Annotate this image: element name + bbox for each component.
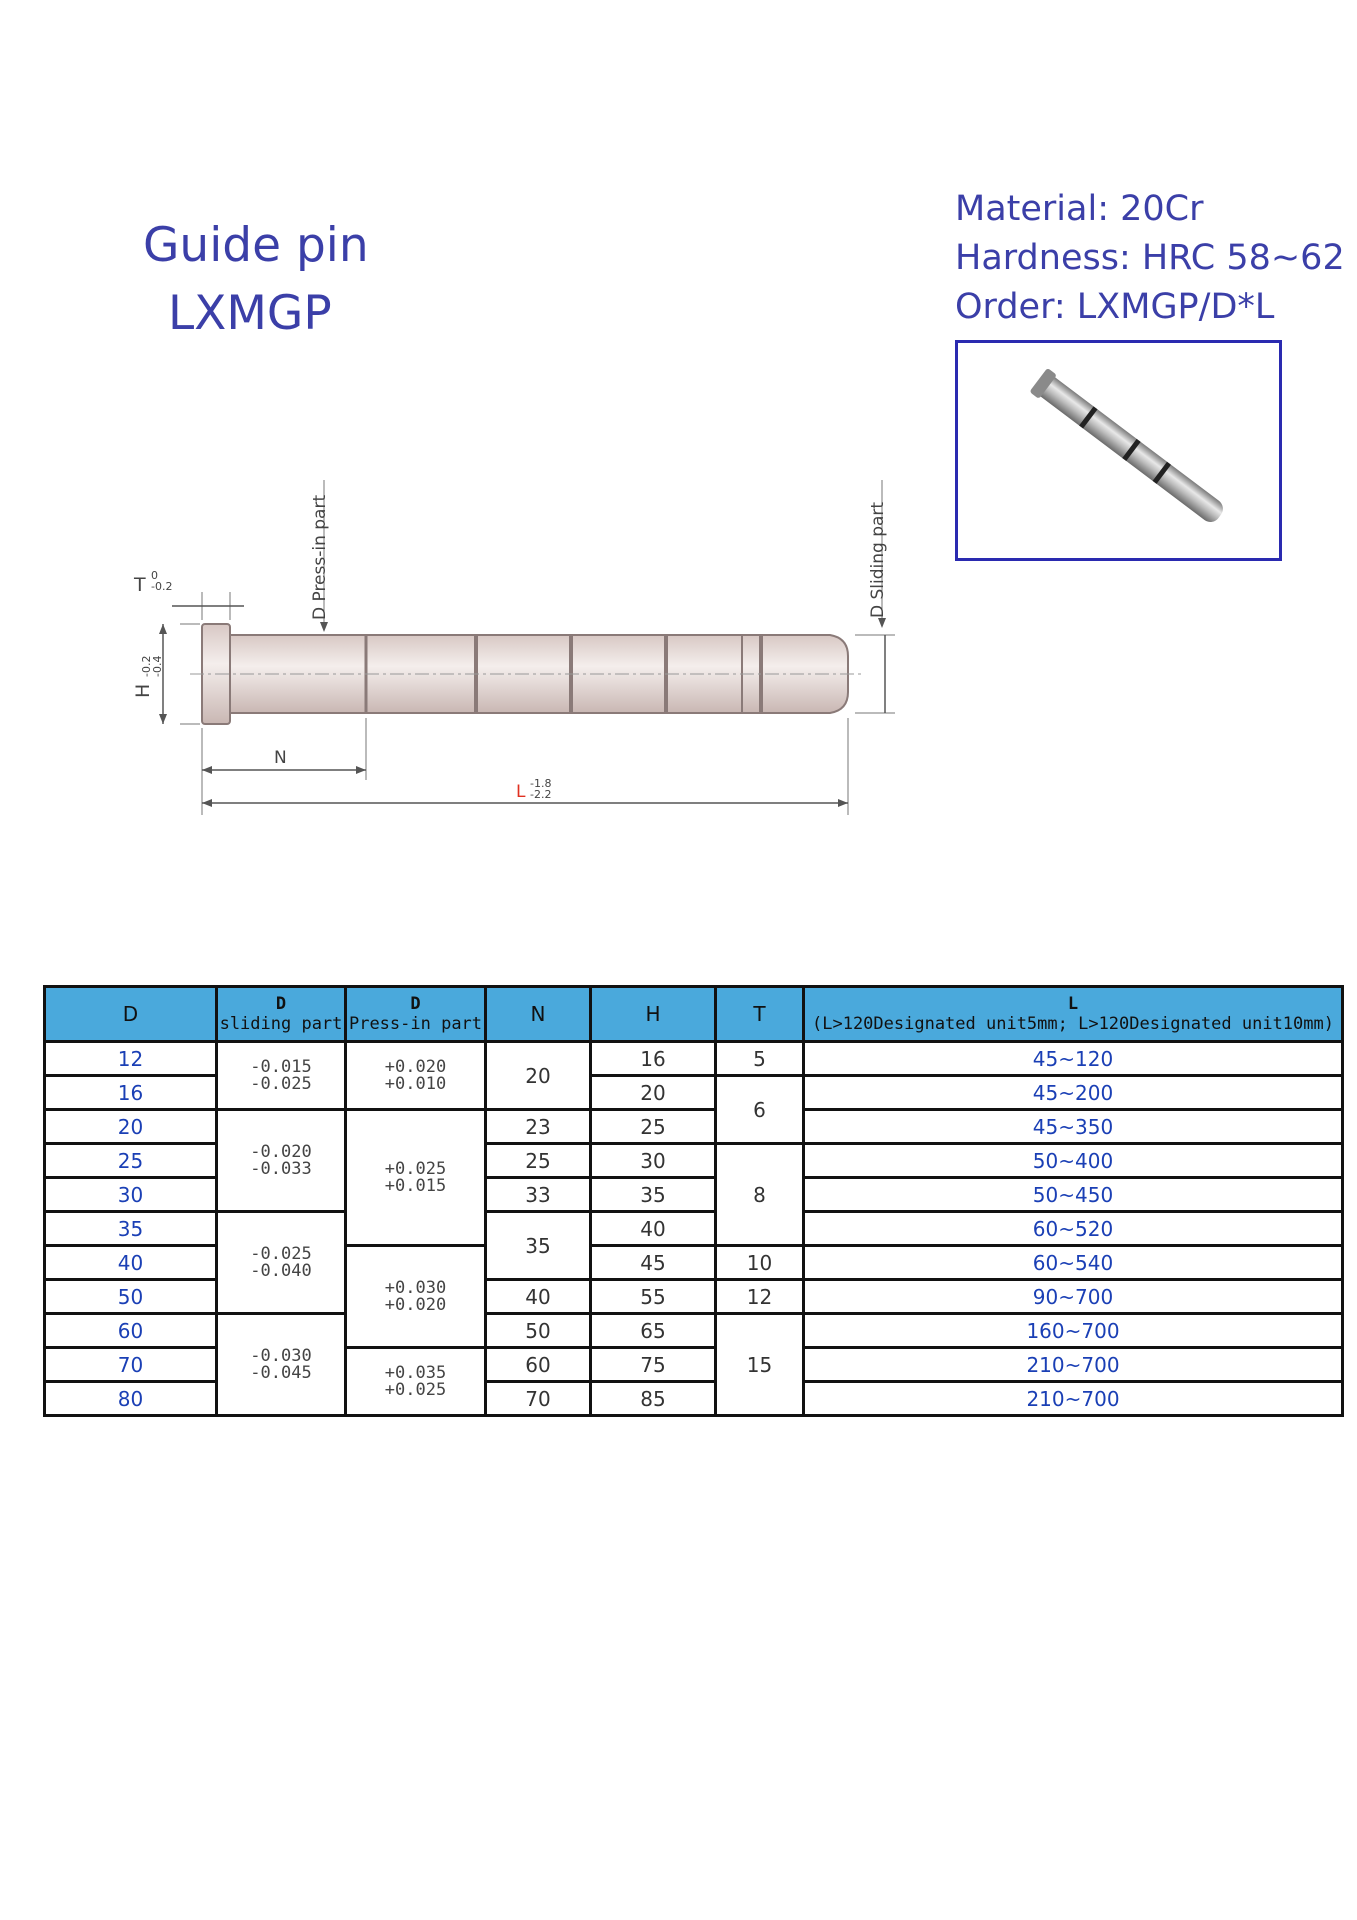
cell-sliding-tol: -0.030 -0.045 xyxy=(217,1314,346,1416)
cell-l: 160~700 xyxy=(804,1314,1343,1348)
cell-h: 25 xyxy=(591,1110,716,1144)
cell-d: 20 xyxy=(45,1110,217,1144)
cell-d: 80 xyxy=(45,1382,217,1416)
header-l: L (L>120Designated unit5mm; L>120Designated unit10mm) xyxy=(804,987,1343,1042)
table-row xyxy=(45,1042,1343,1076)
cell-sliding-tol: -0.025 -0.040 xyxy=(217,1212,346,1314)
cell-press-tol: +0.035 +0.025 xyxy=(346,1348,486,1416)
cell-t: 8 xyxy=(716,1144,804,1246)
model-code: LXMGP xyxy=(168,286,332,341)
press-in-part-label: D Press-in part xyxy=(310,494,330,620)
cell-n: 40 xyxy=(486,1280,591,1314)
cell-t: 5 xyxy=(716,1042,804,1076)
table-row xyxy=(45,1314,1343,1348)
cell-n: 35 xyxy=(486,1212,591,1280)
cell-d: 35 xyxy=(45,1212,217,1246)
page-title: Guide pin xyxy=(143,218,369,273)
sliding-part-label: D Sliding part xyxy=(868,501,888,618)
cell-l: 90~700 xyxy=(804,1280,1343,1314)
cell-n: 70 xyxy=(486,1382,591,1416)
h-tolerance-lower: -0.4 xyxy=(151,655,164,677)
hardness-spec: Hardness: HRC 58~62 xyxy=(955,238,1345,278)
cell-h: 65 xyxy=(591,1314,716,1348)
h-dimension-label: H xyxy=(132,683,154,698)
cell-d: 70 xyxy=(45,1348,217,1382)
cell-l: 60~540 xyxy=(804,1246,1343,1280)
cell-h: 85 xyxy=(591,1382,716,1416)
cell-t: 12 xyxy=(716,1280,804,1314)
cell-n: 20 xyxy=(486,1042,591,1110)
cell-l: 50~400 xyxy=(804,1144,1343,1178)
cell-l: 210~700 xyxy=(804,1348,1343,1382)
header-t: T xyxy=(716,987,804,1042)
cell-n: 50 xyxy=(486,1314,591,1348)
cell-h: 20 xyxy=(591,1076,716,1110)
technical-drawing xyxy=(120,460,920,820)
cell-l: 45~120 xyxy=(804,1042,1343,1076)
cell-d: 16 xyxy=(45,1076,217,1110)
order-spec: Order: LXMGP/D*L xyxy=(955,287,1275,327)
cell-d: 30 xyxy=(45,1178,217,1212)
cell-d: 50 xyxy=(45,1280,217,1314)
cell-h: 45 xyxy=(591,1246,716,1280)
cell-l: 45~350 xyxy=(804,1110,1343,1144)
t-dimension-label: T xyxy=(134,574,146,596)
cell-n: 25 xyxy=(486,1144,591,1178)
cell-h: 30 xyxy=(591,1144,716,1178)
cell-h: 40 xyxy=(591,1212,716,1246)
cell-h: 16 xyxy=(591,1042,716,1076)
cell-h: 55 xyxy=(591,1280,716,1314)
cell-h: 35 xyxy=(591,1178,716,1212)
header-n: N xyxy=(486,987,591,1042)
header-d-press-in: D Press-in part xyxy=(346,987,486,1042)
cell-press-tol: +0.020 +0.010 xyxy=(346,1042,486,1110)
cell-l: 45~200 xyxy=(804,1076,1343,1110)
t-tolerance: 0 -0.2 xyxy=(151,569,173,593)
guide-pin-photo-image xyxy=(958,343,1279,558)
product-photo xyxy=(955,340,1282,561)
table-header-row xyxy=(45,987,1343,1042)
cell-d: 12 xyxy=(45,1042,217,1076)
cell-t: 10 xyxy=(716,1246,804,1280)
header-d-sliding: D sliding part xyxy=(217,987,346,1042)
cell-press-tol: +0.025 +0.015 xyxy=(346,1110,486,1246)
cell-h: 75 xyxy=(591,1348,716,1382)
cell-l: 50~450 xyxy=(804,1178,1343,1212)
table-row xyxy=(45,1212,1343,1246)
n-dimension-label: N xyxy=(274,748,287,768)
cell-press-tol: +0.030 +0.020 xyxy=(346,1246,486,1348)
cell-d: 40 xyxy=(45,1246,217,1280)
cell-t: 6 xyxy=(716,1076,804,1144)
cell-sliding-tol: -0.015 -0.025 xyxy=(217,1042,346,1110)
cell-sliding-tol: -0.020 -0.033 xyxy=(217,1110,346,1212)
cell-t: 15 xyxy=(716,1314,804,1416)
cell-l: 210~700 xyxy=(804,1382,1343,1416)
cell-l: 60~520 xyxy=(804,1212,1343,1246)
l-dimension-label: L xyxy=(516,782,526,802)
specification-table xyxy=(43,985,1344,1417)
cell-d: 25 xyxy=(45,1144,217,1178)
cell-n: 33 xyxy=(486,1178,591,1212)
cell-n: 23 xyxy=(486,1110,591,1144)
cell-n: 60 xyxy=(486,1348,591,1382)
cell-d: 60 xyxy=(45,1314,217,1348)
table-row xyxy=(45,1110,1343,1144)
h-tolerance-upper: -0.2 xyxy=(140,655,153,677)
header-d: D xyxy=(45,987,217,1042)
material-spec: Material: 20Cr xyxy=(955,189,1204,229)
header-h: H xyxy=(591,987,716,1042)
l-tolerance: -1.8 -2.2 xyxy=(530,777,552,801)
